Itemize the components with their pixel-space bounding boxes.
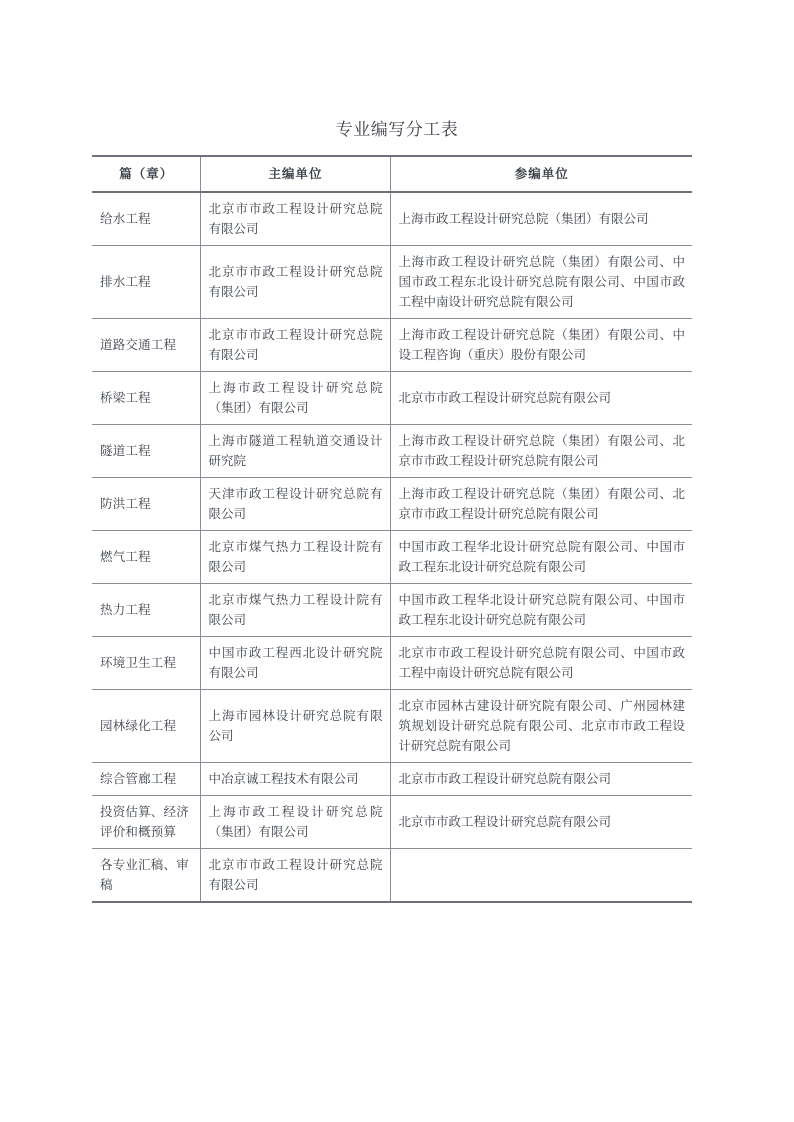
table-row bbox=[92, 478, 692, 531]
professional-writing-assignment-table bbox=[92, 155, 692, 903]
cell-chapter: 燃气工程 bbox=[92, 531, 200, 584]
table-row bbox=[92, 372, 692, 425]
cell-lead-unit: 北京市市政工程设计研究总院有限公司 bbox=[200, 319, 390, 372]
cell-lead-unit: 北京市煤气热力工程设计院有限公司 bbox=[200, 531, 390, 584]
table-row bbox=[92, 192, 692, 246]
cell-lead-unit: 上海市政工程设计研究总院（集团）有限公司 bbox=[200, 796, 390, 849]
table-row bbox=[92, 425, 692, 478]
page-title: 专业编写分工表 bbox=[335, 120, 459, 139]
cell-chapter: 隧道工程 bbox=[92, 425, 200, 478]
cell-participating-units: 上海市政工程设计研究总院（集团）有限公司、中设工程咨询（重庆）股份有限公司 bbox=[390, 319, 692, 372]
cell-chapter: 热力工程 bbox=[92, 584, 200, 637]
cell-chapter: 给水工程 bbox=[92, 192, 200, 246]
table-row bbox=[92, 531, 692, 584]
cell-chapter: 各专业汇稿、审稿 bbox=[92, 849, 200, 903]
cell-participating-units: 中国市政工程华北设计研究总院有限公司、中国市政工程东北设计研究总院有限公司 bbox=[390, 584, 692, 637]
table-row bbox=[92, 319, 692, 372]
cell-participating-units: 北京市市政工程设计研究总院有限公司 bbox=[390, 796, 692, 849]
cell-participating-units: 上海市政工程设计研究总院（集团）有限公司、中国市政工程东北设计研究总院有限公司、中国市政工程中南设计研究总院有限公司 bbox=[390, 246, 692, 319]
cell-participating-units: 北京市园林古建设计研究院有限公司、广州园林建筑规划设计研究总院有限公司、北京市市政工程设计研究总院有限公司 bbox=[390, 690, 692, 763]
cell-participating-units bbox=[390, 849, 692, 903]
column-header-lead-unit: 主编单位 bbox=[200, 156, 390, 192]
table-row bbox=[92, 690, 692, 763]
cell-lead-unit: 上海市隧道工程轨道交通设计研究院 bbox=[200, 425, 390, 478]
cell-lead-unit: 北京市市政工程设计研究总院有限公司 bbox=[200, 849, 390, 903]
cell-chapter: 投资估算、经济评价和概预算 bbox=[92, 796, 200, 849]
table-row bbox=[92, 637, 692, 690]
cell-participating-units: 中国市政工程华北设计研究总院有限公司、中国市政工程东北设计研究总院有限公司 bbox=[390, 531, 692, 584]
table-row bbox=[92, 763, 692, 796]
cell-lead-unit: 上海市园林设计研究总院有限公司 bbox=[200, 690, 390, 763]
cell-participating-units: 北京市市政工程设计研究总院有限公司 bbox=[390, 763, 692, 796]
cell-lead-unit: 上海市政工程设计研究总院（集团）有限公司 bbox=[200, 372, 390, 425]
table-row bbox=[92, 584, 692, 637]
table-header-row bbox=[92, 156, 692, 192]
cell-participating-units: 上海市政工程设计研究总院（集团）有限公司 bbox=[390, 192, 692, 246]
cell-lead-unit: 中冶京诚工程技术有限公司 bbox=[200, 763, 390, 796]
cell-lead-unit: 北京市市政工程设计研究总院有限公司 bbox=[200, 192, 390, 246]
column-header-chapter: 篇（章） bbox=[92, 156, 200, 192]
cell-lead-unit: 中国市政工程西北设计研究院有限公司 bbox=[200, 637, 390, 690]
cell-chapter: 排水工程 bbox=[92, 246, 200, 319]
cell-lead-unit: 北京市煤气热力工程设计院有限公司 bbox=[200, 584, 390, 637]
table-row bbox=[92, 849, 692, 903]
cell-participating-units: 北京市市政工程设计研究总院有限公司 bbox=[390, 372, 692, 425]
cell-chapter: 桥梁工程 bbox=[92, 372, 200, 425]
table-row bbox=[92, 246, 692, 319]
cell-lead-unit: 北京市市政工程设计研究总院有限公司 bbox=[200, 246, 390, 319]
cell-chapter: 园林绿化工程 bbox=[92, 690, 200, 763]
cell-chapter: 防洪工程 bbox=[92, 478, 200, 531]
table-header bbox=[92, 156, 692, 192]
cell-chapter: 环境卫生工程 bbox=[92, 637, 200, 690]
cell-participating-units: 上海市政工程设计研究总院（集团）有限公司、北京市市政工程设计研究总院有限公司 bbox=[390, 425, 692, 478]
cell-lead-unit: 天津市政工程设计研究总院有限公司 bbox=[200, 478, 390, 531]
cell-participating-units: 北京市市政工程设计研究总院有限公司、中国市政工程中南设计研究总院有限公司 bbox=[390, 637, 692, 690]
table-row bbox=[92, 796, 692, 849]
table-body bbox=[92, 192, 692, 902]
column-header-participating-units: 参编单位 bbox=[390, 156, 692, 192]
cell-chapter: 道路交通工程 bbox=[92, 319, 200, 372]
spec-table-container bbox=[92, 155, 692, 903]
cell-participating-units: 上海市政工程设计研究总院（集团）有限公司、北京市市政工程设计研究总院有限公司 bbox=[390, 478, 692, 531]
cell-chapter: 综合管廊工程 bbox=[92, 763, 200, 796]
